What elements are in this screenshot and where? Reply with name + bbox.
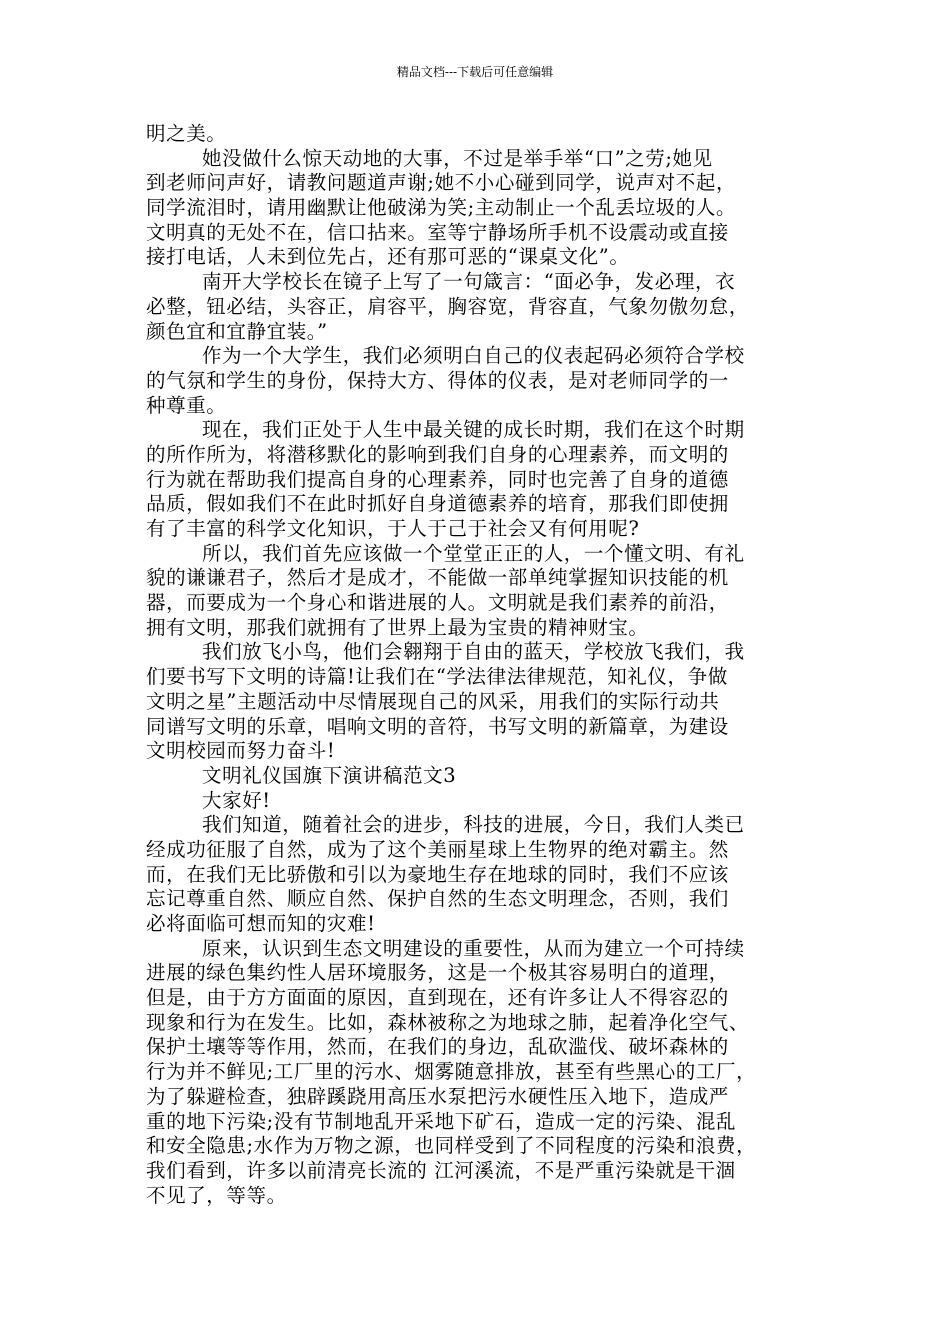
text-line: 文明校园而努力奋斗! <box>146 739 336 763</box>
text-line: 文明之星”主题活动中尽情展现自己的风采，用我们的实际行动共 <box>146 689 720 713</box>
text-line: 颜色宜和宜静宜装。” <box>146 319 328 343</box>
text-line: 所以，我们首先应该做一个堂堂正正的人，一个懂文明、有礼 <box>202 541 745 565</box>
text-line: 必将面临可想而知的灾难! <box>146 912 376 935</box>
text-line: 现象和行为在发生。比如，森林被称之为地球之肺，起着净化空气、 <box>146 1010 750 1034</box>
text-line: 行为并不鲜见;工厂里的污水、烟雾随意排放，甚至有些黑心的工厂， <box>146 1060 757 1084</box>
text-line: 行为就在帮助我们提高自身的心理素养，同时也完善了自身的道德 <box>146 467 729 491</box>
text-line: 文明真的无处不在，信口拈来。室等宁静场所手机不设震动或直接 <box>146 220 729 244</box>
text-line: 文明礼仪国旗下演讲稿范文3 <box>202 763 457 787</box>
text-line: 的所作所为，将潜移默化的影响到我们自身的心理素养，而文明的 <box>146 442 729 466</box>
text-line: 的气氛和学生的身份，保持大方、得体的仪表，是对老师同学的一 <box>146 368 729 392</box>
text-line: 到老师问声好，请教问题道声谢;她不小心碰到同学，说声对不起， <box>146 171 737 195</box>
text-line: 种尊重。 <box>146 393 227 417</box>
text-line: 她没做什么惊天动地的大事，不过是举手举“口”之劳;她见 <box>202 146 713 170</box>
text-line: 品质，假如我们不在此时抓好自身道德素养的培育，那我们即使拥 <box>146 492 729 516</box>
text-line: 拥有文明，那我们就拥有了世界上最为宝贵的精神财宝。 <box>146 615 649 639</box>
text-line: 作为一个大学生，我们必须明白自己的仪表起码必须符合学校 <box>202 344 745 368</box>
text-line: 明之美。 <box>146 122 227 145</box>
text-line: 原来，认识到生态文明建设的重要性，从而为建立一个可持续 <box>202 936 745 960</box>
text-line: 保护土壤等等作用，然而，在我们的身边，乱砍滥伐、破坏森林的 <box>146 1035 729 1059</box>
text-line: 我们知道，随着社会的进步，科技的进展，今日，我们人类已 <box>202 813 745 837</box>
text-line: 为了躲避检查，独辟蹊跷用高压水泵把污水硬性压入地下，造成严 <box>146 1084 729 1108</box>
text-line: 忘记尊重自然、顺应自然、保护自然的生态文明理念，否则，我们 <box>146 887 729 911</box>
text-line: 现在，我们正处于人生中最关键的成长时期，我们在这个时期 <box>202 418 745 442</box>
page-header: 精品文档---下载后可任意编辑 <box>396 65 554 79</box>
text-line: 我们看到，许多以前清亮长流的 江河溪流，不是严重污染就是干涸 <box>146 1158 736 1182</box>
text-line: 但是，由于方方面面的原因，直到现在，还有许多让人不得容忍的 <box>146 986 729 1010</box>
text-line: 必整，钮必结，头容正，肩容平，胸容宽，背容直，气象勿傲勿怠， <box>146 294 750 318</box>
text-line: 南开大学校长在镜子上写了一句箴言：“面必争，发必理，衣 <box>202 270 736 294</box>
text-line: 们要书写下文明的诗篇!让我们在“学法律法律规范，知礼仪，争做 <box>146 665 728 689</box>
text-line: 进展的绿色集约性人居环境服务，这是一个极其容易明白的道理， <box>146 961 729 985</box>
text-line: 同谱写文明的乐章，唱响文明的音符，书写文明的新篇章，为建设 <box>146 714 729 738</box>
text-line: 而，在我们无比骄傲和引以为豪地生存在地球的同时，我们不应该 <box>146 862 729 886</box>
text-line: 和安全隐患;水作为万物之源，也同样受到了不同程度的污染和浪费， <box>146 1134 757 1158</box>
text-line: 接打电话，人未到位先占，还有那可恶的“课桌文化”。 <box>146 245 630 269</box>
text-line: 经成功征服了自然，成为了这个美丽星球上生物界的绝对霸主。然 <box>146 837 729 861</box>
text-line: 同学流泪时，请用幽默让他破涕为笑;主动制止一个乱丢垃圾的人。 <box>146 196 737 220</box>
text-line: 不见了，等等。 <box>146 1183 287 1207</box>
text-line: 器，而要成为一个身心和谐进展的人。文明就是我们素养的前沿， <box>146 591 729 615</box>
text-line: 大家好! <box>202 788 271 812</box>
document-body <box>146 122 818 1208</box>
text-line: 有了丰富的科学文化知识，于人于己于社会又有何用呢? <box>146 517 640 540</box>
text-line: 我们放飞小鸟，他们会翱翔于自由的蓝天，学校放飞我们，我 <box>202 640 745 664</box>
text-line: 貌的谦谦君子，然后才是成才，不能做一部单纯掌握知识技能的机 <box>146 566 729 590</box>
text-line: 重的地下污染;没有节制地乱开采地下矿石，造成一定的污染、混乱 <box>146 1109 737 1133</box>
